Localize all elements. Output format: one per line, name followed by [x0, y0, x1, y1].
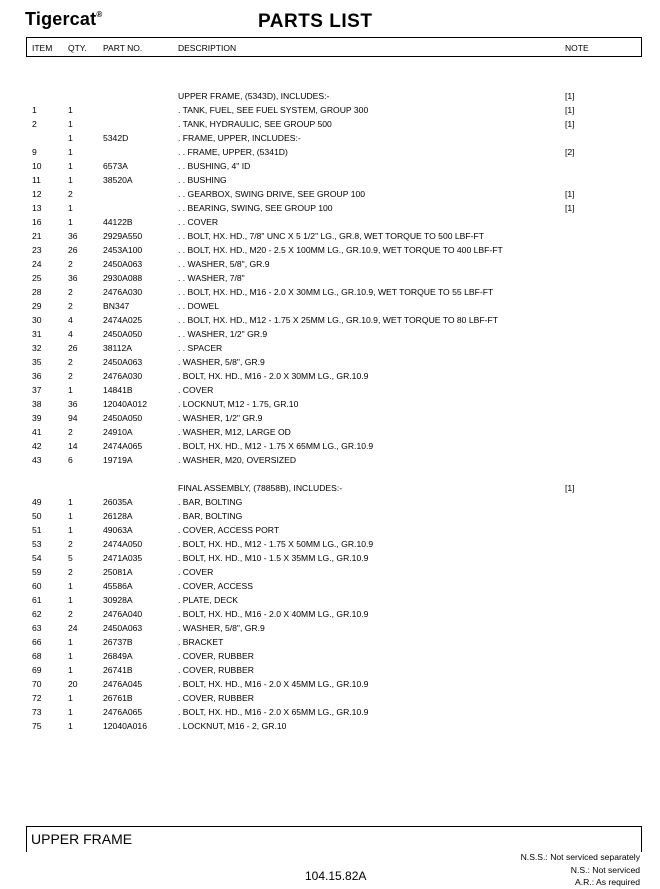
qty-cell: 2: [68, 189, 73, 199]
description-cell: . WASHER, 1/2" GR.9: [178, 413, 263, 423]
qty-cell: 26: [68, 343, 78, 353]
legend-ar: A.R.: As required: [575, 877, 640, 887]
qty-cell: 4: [68, 315, 73, 325]
item-cell: 61: [32, 595, 42, 605]
item-cell: 11: [32, 175, 41, 185]
qty-cell: 1: [68, 385, 73, 395]
part-number-cell: 26128A: [103, 511, 133, 521]
table-row: [0, 411, 660, 425]
table-row: [0, 509, 660, 523]
part-number-cell: 2450A063: [103, 357, 143, 367]
table-row: [0, 663, 660, 677]
item-cell: 73: [32, 707, 42, 717]
item-cell: 75: [32, 721, 42, 731]
description-cell: UPPER FRAME, (5343D), INCLUDES:-: [178, 91, 330, 101]
item-cell: 16: [32, 217, 42, 227]
table-row: [0, 201, 660, 215]
part-number-cell: 38112A: [103, 343, 132, 353]
table-row: [0, 313, 660, 327]
table-row: [0, 173, 660, 187]
qty-cell: 94: [68, 413, 78, 423]
part-number-cell: 2930A088: [103, 273, 143, 283]
qty-cell: 2: [68, 567, 73, 577]
item-cell: 38: [32, 399, 42, 409]
table-row: [0, 355, 660, 369]
part-number-cell: 2474A065: [103, 441, 143, 451]
description-cell: . . GEARBOX, SWING DRIVE, SEE GROUP 100: [178, 189, 366, 199]
qty-cell: 1: [68, 595, 73, 605]
item-cell: 69: [32, 665, 42, 675]
part-number-cell: BN347: [103, 301, 130, 311]
description-cell: . . WASHER, 1/2" GR.9: [178, 329, 268, 339]
description-cell: . . BOLT, HX. HD., M20 - 2.5 X 100MM LG., GR.10.9, WET TORQUE TO 400 LBF-FT: [178, 245, 503, 255]
part-number-cell: 26737B: [103, 637, 133, 647]
description-cell: . . BOLT, HX. HD., M12 - 1.75 X 25MM LG., GR.10.9, WET TORQUE TO 80 LBF-FT: [178, 315, 498, 325]
qty-cell: 5: [68, 553, 73, 563]
table-row: [0, 439, 660, 453]
description-cell: . . BOLT, HX. HD., 7/8" UNC X 5 1/2" LG., GR.8, WET TORQUE TO 500 LBF-FT: [178, 231, 485, 241]
table-row: [0, 215, 660, 229]
table-row: [0, 299, 660, 313]
qty-cell: 2: [68, 301, 73, 311]
description-cell: . COVER, RUBBER: [178, 651, 254, 661]
part-number-cell: 2476A065: [103, 707, 143, 717]
note-cell: [2]: [565, 147, 575, 157]
part-number-cell: 2453A100: [103, 245, 143, 255]
description-cell: . WASHER, M12, LARGE OD: [178, 427, 291, 437]
item-cell: 35: [32, 357, 42, 367]
note-cell: [1]: [565, 119, 575, 129]
item-cell: 59: [32, 567, 42, 577]
qty-cell: 24: [68, 623, 78, 633]
abbreviation-legend: [521, 851, 640, 889]
table-row: [0, 117, 660, 131]
part-number-cell: 44122B: [103, 217, 133, 227]
part-number-cell: 2929A550: [103, 231, 143, 241]
note-cell: [1]: [565, 203, 575, 213]
item-cell: 68: [32, 651, 42, 661]
column-header-qty: QTY.: [68, 43, 87, 53]
part-number-cell: 5342D: [103, 133, 129, 143]
column-header-part-no: PART NO.: [103, 43, 143, 53]
part-number-cell: 14841B: [103, 385, 133, 395]
item-cell: 10: [32, 161, 42, 171]
description-cell: . COVER, ACCESS PORT: [178, 525, 280, 535]
table-row: [0, 103, 660, 117]
table-row: [0, 635, 660, 649]
part-number-cell: 26849A: [103, 651, 133, 661]
table-row: [0, 649, 660, 663]
table-row: [0, 89, 660, 103]
footer-title: UPPER FRAME: [31, 831, 133, 847]
table-row: [0, 397, 660, 411]
qty-cell: 1: [68, 525, 73, 535]
description-cell: . BAR, BOLTING: [178, 511, 243, 521]
item-cell: 13: [32, 203, 42, 213]
part-number-cell: 2450A063: [103, 259, 143, 269]
part-number-cell: 26761B: [103, 693, 133, 703]
part-number-cell: 24910A: [103, 427, 133, 437]
table-row: [0, 187, 660, 201]
part-number-cell: 2476A040: [103, 609, 143, 619]
part-number-cell: 6573A: [103, 161, 128, 171]
table-row: [0, 145, 660, 159]
item-cell: 25: [32, 273, 42, 283]
item-cell: 24: [32, 259, 42, 269]
item-cell: 72: [32, 693, 42, 703]
item-cell: 32: [32, 343, 42, 353]
item-cell: 36: [32, 371, 42, 381]
description-cell: . BOLT, HX. HD., M10 - 1.5 X 35MM LG., GR.10.9: [178, 553, 369, 563]
table-row: [0, 467, 660, 481]
description-cell: FINAL ASSEMBLY, (78858B), INCLUDES:-: [178, 483, 343, 493]
column-header-note: NOTE: [565, 43, 589, 53]
parts-table-body: [0, 75, 660, 733]
item-cell: 31: [32, 329, 42, 339]
description-cell: . COVER, RUBBER: [178, 665, 254, 675]
part-number-cell: 2450A063: [103, 623, 143, 633]
item-cell: 49: [32, 497, 42, 507]
qty-cell: 1: [68, 637, 73, 647]
item-cell: 1: [32, 105, 37, 115]
logo-text: Tigercat: [25, 9, 97, 29]
part-number-cell: 2476A030: [103, 287, 143, 297]
part-number-cell: 2450A050: [103, 413, 143, 423]
description-cell: . LOCKNUT, M16 - 2, GR.10: [178, 721, 287, 731]
table-row: [0, 719, 660, 733]
qty-cell: 1: [68, 693, 73, 703]
table-row: [0, 705, 660, 719]
qty-cell: 1: [68, 511, 73, 521]
qty-cell: 2: [68, 427, 73, 437]
description-cell: . . BUSHING, 4" ID: [178, 161, 251, 171]
note-cell: [1]: [565, 189, 575, 199]
description-cell: . COVER: [178, 567, 214, 577]
item-cell: 50: [32, 511, 42, 521]
item-cell: 62: [32, 609, 42, 619]
item-cell: 41: [32, 427, 42, 437]
description-cell: . BOLT, HX. HD., M16 - 2.0 X 30MM LG., GR.10.9: [178, 371, 369, 381]
description-cell: . . BOLT, HX. HD., M16 - 2.0 X 30MM LG., GR.10.9, WET TORQUE TO 55 LBF-FT: [178, 287, 494, 297]
table-row: [0, 327, 660, 341]
table-row: [0, 537, 660, 551]
table-row: [0, 691, 660, 705]
qty-cell: 1: [68, 721, 73, 731]
qty-cell: 2: [68, 259, 73, 269]
table-row: [0, 243, 660, 257]
item-cell: 29: [32, 301, 42, 311]
item-cell: 23: [32, 245, 42, 255]
qty-cell: 2: [68, 287, 73, 297]
table-row: [0, 607, 660, 621]
table-row: [0, 551, 660, 565]
description-cell: . BOLT, HX. HD., M12 - 1.75 X 65MM LG., GR.10.9: [178, 441, 374, 451]
table-row: [0, 341, 660, 355]
description-cell: . . SPACER: [178, 343, 223, 353]
table-row: [0, 453, 660, 467]
item-cell: 37: [32, 385, 42, 395]
item-cell: 43: [32, 455, 42, 465]
qty-cell: 2: [68, 371, 73, 381]
description-cell: . COVER: [178, 385, 214, 395]
qty-cell: 14: [68, 441, 78, 451]
table-row: [0, 425, 660, 439]
qty-cell: 2: [68, 539, 73, 549]
qty-cell: 1: [68, 707, 73, 717]
part-number-cell: 30928A: [103, 595, 133, 605]
legend-nss: N.S.S.: Not serviced separately: [520, 852, 640, 862]
item-cell: 12: [32, 189, 42, 199]
table-row: [0, 131, 660, 145]
qty-cell: 20: [68, 679, 78, 689]
item-cell: 54: [32, 553, 42, 563]
description-cell: . LOCKNUT, M12 - 1.75, GR.10: [178, 399, 299, 409]
description-cell: . TANK, HYDRAULIC, SEE GROUP 500: [178, 119, 332, 129]
table-row: [0, 495, 660, 509]
note-cell: [1]: [565, 91, 575, 101]
description-cell: . BOLT, HX. HD., M16 - 2.0 X 45MM LG., GR.10.9: [178, 679, 369, 689]
part-number-cell: 2471A035: [103, 553, 143, 563]
qty-cell: 1: [68, 651, 73, 661]
part-number-cell: 2476A045: [103, 679, 143, 689]
item-cell: 2: [32, 119, 37, 129]
item-cell: 9: [32, 147, 37, 157]
item-cell: 21: [32, 231, 42, 241]
part-number-cell: 2474A050: [103, 539, 143, 549]
table-row: [0, 593, 660, 607]
item-cell: 53: [32, 539, 42, 549]
item-cell: 42: [32, 441, 42, 451]
note-cell: [1]: [565, 483, 575, 493]
part-number-cell: 38520A: [103, 175, 133, 185]
qty-cell: 1: [68, 217, 73, 227]
table-row: [0, 285, 660, 299]
part-number-cell: 26741B: [103, 665, 133, 675]
column-header-item: ITEM: [32, 43, 53, 53]
page-number: 104.15.82A: [305, 869, 367, 883]
item-cell: 60: [32, 581, 42, 591]
table-row: [0, 369, 660, 383]
part-number-cell: 2474A025: [103, 315, 143, 325]
description-cell: . . BEARING, SWING, SEE GROUP 100: [178, 203, 333, 213]
description-cell: . . BUSHING: [178, 175, 227, 185]
description-cell: . BRACKET: [178, 637, 224, 647]
description-cell: . WASHER, 5/8", GR.9: [178, 357, 265, 367]
description-cell: . TANK, FUEL, SEE FUEL SYSTEM, GROUP 300: [178, 105, 369, 115]
table-row: [0, 229, 660, 243]
part-number-cell: 2476A030: [103, 371, 143, 381]
part-number-cell: 12040A012: [103, 399, 147, 409]
item-cell: 70: [32, 679, 42, 689]
part-number-cell: 45586A: [103, 581, 133, 591]
qty-cell: 1: [68, 175, 73, 185]
table-row: [0, 565, 660, 579]
qty-cell: 1: [68, 581, 73, 591]
table-row: [0, 271, 660, 285]
description-cell: . COVER, ACCESS: [178, 581, 253, 591]
part-number-cell: 2450A050: [103, 329, 143, 339]
qty-cell: 1: [68, 133, 73, 143]
item-cell: 30: [32, 315, 42, 325]
part-number-cell: 26035A: [103, 497, 133, 507]
part-number-cell: 19719A: [103, 455, 133, 465]
qty-cell: 1: [68, 105, 73, 115]
description-cell: . FRAME, UPPER, INCLUDES:-: [178, 133, 301, 143]
description-cell: . . DOWEL: [178, 301, 220, 311]
qty-cell: 1: [68, 147, 73, 157]
qty-cell: 36: [68, 231, 78, 241]
table-row: [0, 579, 660, 593]
description-cell: . WASHER, M20, OVERSIZED: [178, 455, 297, 465]
registered-mark: ®: [96, 10, 103, 19]
qty-cell: 1: [68, 665, 73, 675]
item-cell: 51: [32, 525, 42, 535]
qty-cell: 1: [68, 497, 73, 507]
item-cell: 39: [32, 413, 42, 423]
item-cell: 63: [32, 623, 42, 633]
table-row: [0, 75, 660, 89]
description-cell: . . WASHER, 5/8", GR.9: [178, 259, 270, 269]
description-cell: . . COVER: [178, 217, 219, 227]
qty-cell: 1: [68, 203, 73, 213]
part-number-cell: 25081A: [103, 567, 133, 577]
qty-cell: 26: [68, 245, 78, 255]
qty-cell: 2: [68, 357, 73, 367]
table-row: [0, 677, 660, 691]
description-cell: . . FRAME, UPPER, (5341D): [178, 147, 288, 157]
table-row: [0, 523, 660, 537]
qty-cell: 1: [68, 119, 73, 129]
qty-cell: 36: [68, 399, 78, 409]
description-cell: . BOLT, HX. HD., M16 - 2.0 X 40MM LG., GR.10.9: [178, 609, 369, 619]
table-row: [0, 383, 660, 397]
qty-cell: 4: [68, 329, 73, 339]
qty-cell: 2: [68, 609, 73, 619]
part-number-cell: 12040A016: [103, 721, 147, 731]
description-cell: . COVER, RUBBER: [178, 693, 254, 703]
description-cell: . BOLT, HX. HD., M16 - 2.0 X 65MM LG., GR.10.9: [178, 707, 369, 717]
description-cell: . WASHER, 5/8", GR.9: [178, 623, 265, 633]
table-row: [0, 621, 660, 635]
qty-cell: 6: [68, 455, 73, 465]
tigercat-logo: [25, 9, 102, 30]
description-cell: . BAR, BOLTING: [178, 497, 243, 507]
qty-cell: 36: [68, 273, 78, 283]
legend-ns: N.S.: Not serviced: [570, 864, 640, 875]
description-cell: . . WASHER, 7/8": [178, 273, 245, 283]
part-number-cell: 49063A: [103, 525, 133, 535]
page-title: PARTS LIST: [258, 11, 373, 32]
description-cell: . PLATE, DECK: [178, 595, 239, 605]
column-header-description: DESCRIPTION: [178, 43, 237, 53]
item-cell: 66: [32, 637, 42, 647]
item-cell: 28: [32, 287, 42, 297]
table-row: [0, 257, 660, 271]
description-cell: . BOLT, HX. HD., M12 - 1.75 X 50MM LG., GR.10.9: [178, 539, 374, 549]
qty-cell: 1: [68, 161, 73, 171]
note-cell: [1]: [565, 105, 575, 115]
table-row: [0, 481, 660, 495]
table-row: [0, 159, 660, 173]
